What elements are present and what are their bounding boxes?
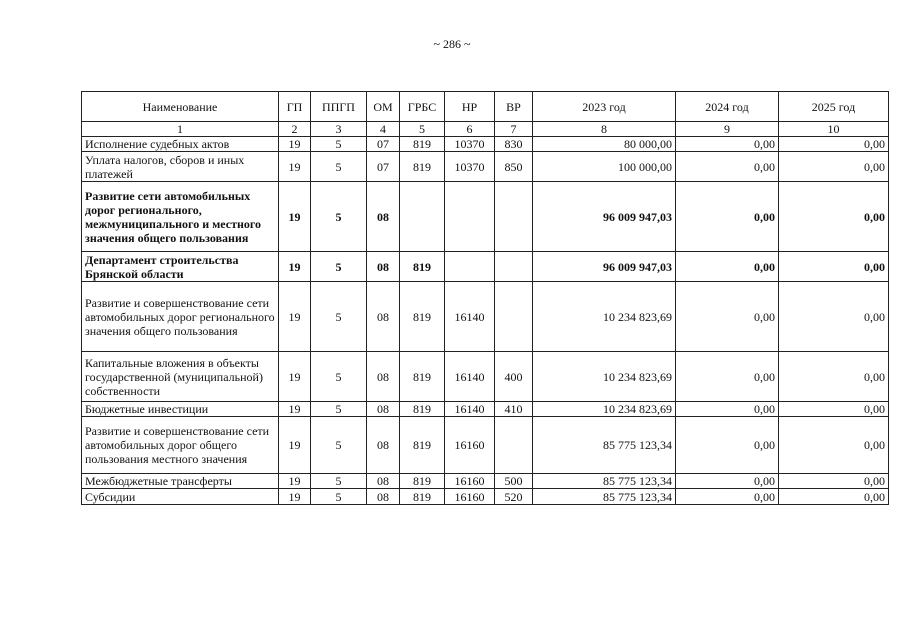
cell-gp: 19 [279,402,311,417]
cell-2024: 0,00 [676,282,779,352]
cell-vr: 410 [495,402,533,417]
header-ppgp: ППГП [311,92,367,122]
cell-vr: 500 [495,474,533,489]
cell-2025: 0,00 [779,182,889,252]
cell-2025: 0,00 [779,252,889,282]
cell-2024: 0,00 [676,137,779,152]
cell-2025: 0,00 [779,152,889,182]
cell-2023: 85 775 123,34 [533,417,676,474]
table-row [82,252,889,282]
cell-vr [495,417,533,474]
cell-gp: 19 [279,152,311,182]
cell-2023: 10 234 823,69 [533,352,676,402]
cell-name: Развитие и совершенствование сети автомобильных дорог общего пользования местного значения [82,417,279,474]
cell-2023: 85 775 123,34 [533,489,676,505]
table-row [82,417,889,474]
cell-gp: 19 [279,282,311,352]
cell-grbs [400,182,445,252]
cell-2024: 0,00 [676,474,779,489]
cell-name: Бюджетные инвестиции [82,402,279,417]
header-vr: ВР [495,92,533,122]
cell-2025: 0,00 [779,352,889,402]
column-number-row [82,122,889,137]
cell-vr [495,252,533,282]
cell-nr: 16160 [445,417,495,474]
table-body [82,137,889,505]
cell-nr: 16160 [445,474,495,489]
cell-2025: 0,00 [779,137,889,152]
cell-om: 07 [367,152,400,182]
cell-ppgp: 5 [311,352,367,402]
cell-om: 08 [367,252,400,282]
cell-gp: 19 [279,474,311,489]
cell-ppgp: 5 [311,489,367,505]
column-number: 10 [779,122,889,137]
cell-2024: 0,00 [676,152,779,182]
cell-2025: 0,00 [779,282,889,352]
cell-name: Развитие и совершенствование сети автомобильных дорог регионального значения общего пользования [82,282,279,352]
cell-2025: 0,00 [779,417,889,474]
column-number: 8 [533,122,676,137]
cell-vr [495,282,533,352]
cell-nr: 10370 [445,137,495,152]
cell-2023: 96 009 947,03 [533,252,676,282]
cell-name: Субсидии [82,489,279,505]
cell-2023: 100 000,00 [533,152,676,182]
cell-name: Уплата налогов, сборов и иных платежей [82,152,279,182]
column-number: 1 [82,122,279,137]
cell-ppgp: 5 [311,252,367,282]
cell-nr: 10370 [445,152,495,182]
cell-grbs: 819 [400,489,445,505]
cell-vr: 850 [495,152,533,182]
cell-om: 08 [367,489,400,505]
cell-ppgp: 5 [311,182,367,252]
cell-om: 08 [367,182,400,252]
cell-gp: 19 [279,137,311,152]
cell-vr: 400 [495,352,533,402]
header-nr: НР [445,92,495,122]
cell-grbs: 819 [400,352,445,402]
table-row [82,352,889,402]
cell-grbs: 819 [400,417,445,474]
cell-2024: 0,00 [676,352,779,402]
table-row [82,489,889,505]
cell-gp: 19 [279,352,311,402]
cell-nr [445,252,495,282]
cell-ppgp: 5 [311,417,367,474]
table-row [82,402,889,417]
table-row [82,282,889,352]
page-number: ~ 286 ~ [433,37,471,51]
cell-grbs: 819 [400,137,445,152]
cell-nr [445,182,495,252]
column-number: 6 [445,122,495,137]
cell-2024: 0,00 [676,182,779,252]
header-om: ОМ [367,92,400,122]
column-number: 7 [495,122,533,137]
cell-om: 08 [367,352,400,402]
header-name: Наименование [82,92,279,122]
column-number: 4 [367,122,400,137]
header-grbs: ГРБС [400,92,445,122]
header-2024: 2024 год [676,92,779,122]
cell-vr [495,182,533,252]
cell-nr: 16140 [445,402,495,417]
cell-grbs: 819 [400,252,445,282]
cell-2024: 0,00 [676,402,779,417]
cell-name: Исполнение судебных актов [82,137,279,152]
cell-om: 08 [367,474,400,489]
cell-grbs: 819 [400,402,445,417]
cell-gp: 19 [279,417,311,474]
cell-name: Межбюджетные трансферты [82,474,279,489]
cell-ppgp: 5 [311,152,367,182]
cell-ppgp: 5 [311,402,367,417]
cell-gp: 19 [279,182,311,252]
cell-ppgp: 5 [311,474,367,489]
column-number: 2 [279,122,311,137]
cell-nr: 16160 [445,489,495,505]
cell-2025: 0,00 [779,402,889,417]
cell-om: 08 [367,402,400,417]
cell-om: 07 [367,137,400,152]
cell-vr: 830 [495,137,533,152]
column-number: 5 [400,122,445,137]
table-row [82,182,889,252]
cell-grbs: 819 [400,474,445,489]
cell-name: Департамент строительства Брянской области [82,252,279,282]
cell-2024: 0,00 [676,417,779,474]
cell-grbs: 819 [400,152,445,182]
cell-2024: 0,00 [676,489,779,505]
cell-name: Капитальные вложения в объекты государственной (муниципальной) собственности [82,352,279,402]
column-number: 3 [311,122,367,137]
cell-2023: 85 775 123,34 [533,474,676,489]
table-row [82,137,889,152]
cell-2023: 10 234 823,69 [533,282,676,352]
cell-2024: 0,00 [676,252,779,282]
table-row [82,474,889,489]
table-row [82,152,889,182]
header-row [82,92,889,122]
cell-om: 08 [367,282,400,352]
cell-2023: 80 000,00 [533,137,676,152]
cell-ppgp: 5 [311,282,367,352]
header-2023: 2023 год [533,92,676,122]
cell-nr: 16140 [445,282,495,352]
cell-2023: 96 009 947,03 [533,182,676,252]
header-gp: ГП [279,92,311,122]
cell-ppgp: 5 [311,137,367,152]
cell-grbs: 819 [400,282,445,352]
budget-table [81,91,889,505]
cell-om: 08 [367,417,400,474]
cell-2025: 0,00 [779,474,889,489]
column-number: 9 [676,122,779,137]
cell-2025: 0,00 [779,489,889,505]
cell-name: Развитие сети автомобильных дорог регионального, межмуниципального и местного значения общего пользования [82,182,279,252]
cell-2023: 10 234 823,69 [533,402,676,417]
header-2025: 2025 год [779,92,889,122]
cell-nr: 16140 [445,352,495,402]
cell-gp: 19 [279,252,311,282]
cell-vr: 520 [495,489,533,505]
cell-gp: 19 [279,489,311,505]
